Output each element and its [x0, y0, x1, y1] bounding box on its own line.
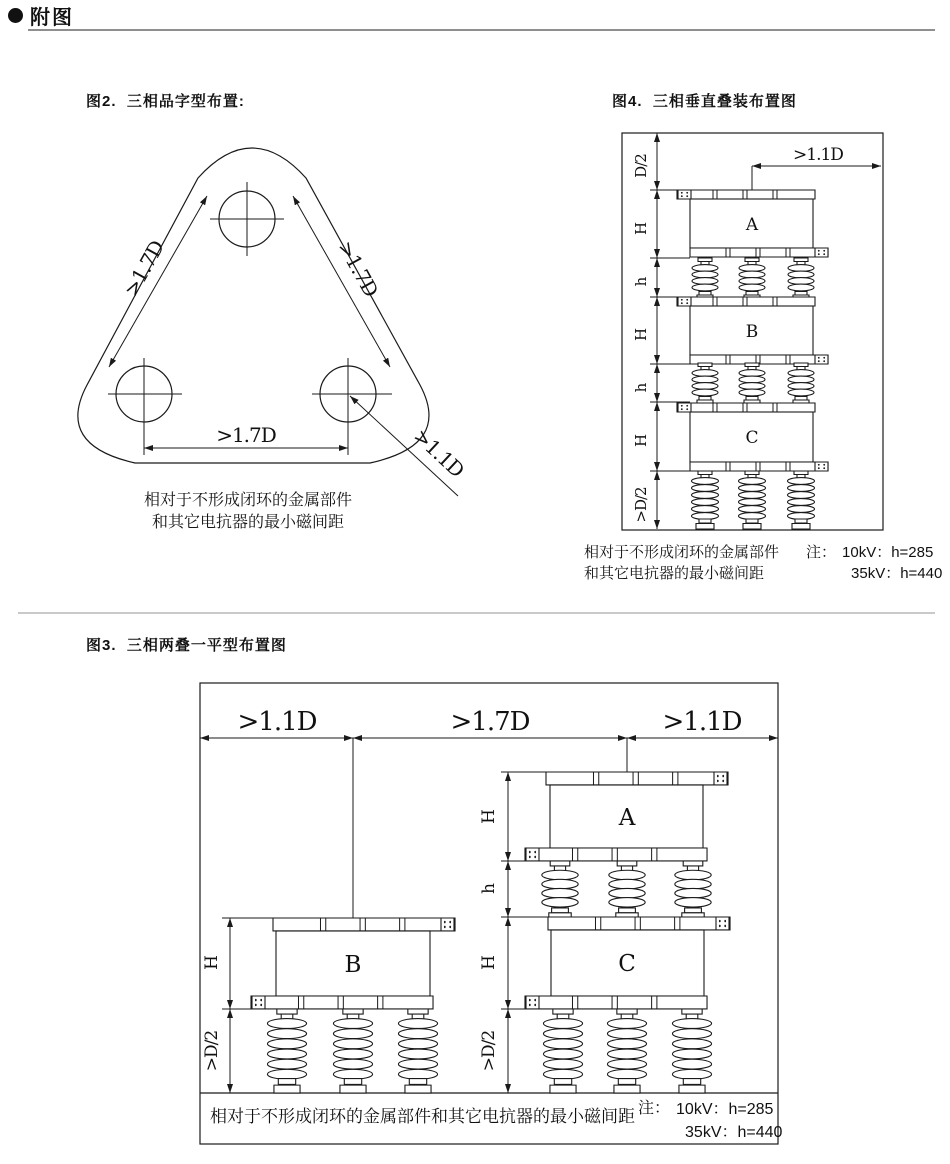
fig4-chain-hs2: h — [632, 383, 650, 393]
fig3-note-line1: 10kV：h=285 — [676, 1101, 774, 1118]
fig4-caption — [584, 542, 779, 584]
fig4-drawing — [622, 133, 883, 530]
fig4-title: 图4. 三相垂直叠装布置图 — [612, 93, 797, 110]
fig3-dim-top-mid: >1.7D — [450, 707, 530, 737]
fig4-caption-line2: 和其它电抗器的最小磁间距 — [584, 565, 765, 582]
fig4-dim-top: >1.1D — [793, 145, 843, 165]
header-rule — [28, 29, 935, 31]
fig3-caption: 相对于不形成闭环的金属部件和其它电抗器的最小磁间距 — [210, 1107, 635, 1126]
fig2-triangle-outline — [78, 148, 429, 463]
fig4-chain-h2: H — [632, 328, 650, 342]
fig3-unit-b-label: B — [344, 952, 362, 978]
fig3-right-dim-h1: H — [479, 810, 499, 824]
fig2-caption — [87, 490, 409, 534]
fig3-note-line2: 35kV：h=440 — [685, 1124, 783, 1141]
page-header — [8, 1, 74, 30]
fig4-caption-line1: 相对于不形成闭环的金属部件 — [584, 544, 780, 561]
fig3-note — [638, 1098, 782, 1144]
fig4-chain-h3: H — [632, 434, 650, 448]
fig4-chain-hs1: h — [632, 277, 650, 287]
fig3-right-dim-d2: >D/2 — [479, 1030, 499, 1072]
fig4-note-line1: 10kV：h=285 — [842, 544, 934, 561]
fig4-unit-a-label: A — [745, 215, 759, 235]
fig4-unit-c-label: C — [745, 428, 759, 448]
fig4-unit-b-label: B — [745, 322, 759, 342]
fig3-left-dim-d2: >D/2 — [202, 1030, 222, 1072]
fig3-dim-top-left: >1.1D — [237, 707, 317, 737]
fig2-dim-bottom: >1.7D — [216, 423, 276, 447]
fig3-right-dim-h2: H — [479, 956, 499, 970]
fig3-right-dim-hs: h — [479, 884, 499, 894]
fig2-dim-right: >1.7D — [333, 236, 384, 301]
section-divider — [18, 612, 935, 614]
fig2-drawing — [78, 148, 469, 496]
fig2-caption-line1: 相对于不形成闭环的金属部件 — [143, 492, 352, 509]
fig3-unit-a-label: A — [618, 805, 636, 831]
fig3-unit-c-label: C — [618, 951, 636, 977]
fig2-dim-diagonal: >1.1D — [408, 423, 469, 482]
page-title: 附图 — [30, 7, 74, 29]
fig2-caption-line2: 和其它电抗器的最小磁间距 — [151, 514, 344, 531]
fig4-chain-h1: H — [632, 222, 650, 236]
fig4-chain-d2: D/2 — [632, 154, 650, 178]
fig3-drawing — [200, 683, 778, 1144]
fig3-dim-top-right: >1.1D — [662, 707, 742, 737]
section-bullet-icon — [8, 8, 23, 23]
fig4-note-line2: 35kV：h=440 — [851, 565, 943, 582]
fig3-left-dim-h: H — [202, 956, 222, 970]
fig2-title: 图2. 三相品字型布置: — [86, 93, 245, 110]
fig3-title: 图3. 三相两叠一平型布置图 — [86, 637, 287, 654]
fig2-dim-left: >1.7D — [118, 236, 169, 301]
fig4-note-label: 注： — [806, 544, 837, 561]
fig4-note — [806, 542, 942, 584]
fig3-note-label: 注： — [638, 1100, 671, 1117]
fig4-chain-d2b: >D/2 — [632, 487, 650, 523]
